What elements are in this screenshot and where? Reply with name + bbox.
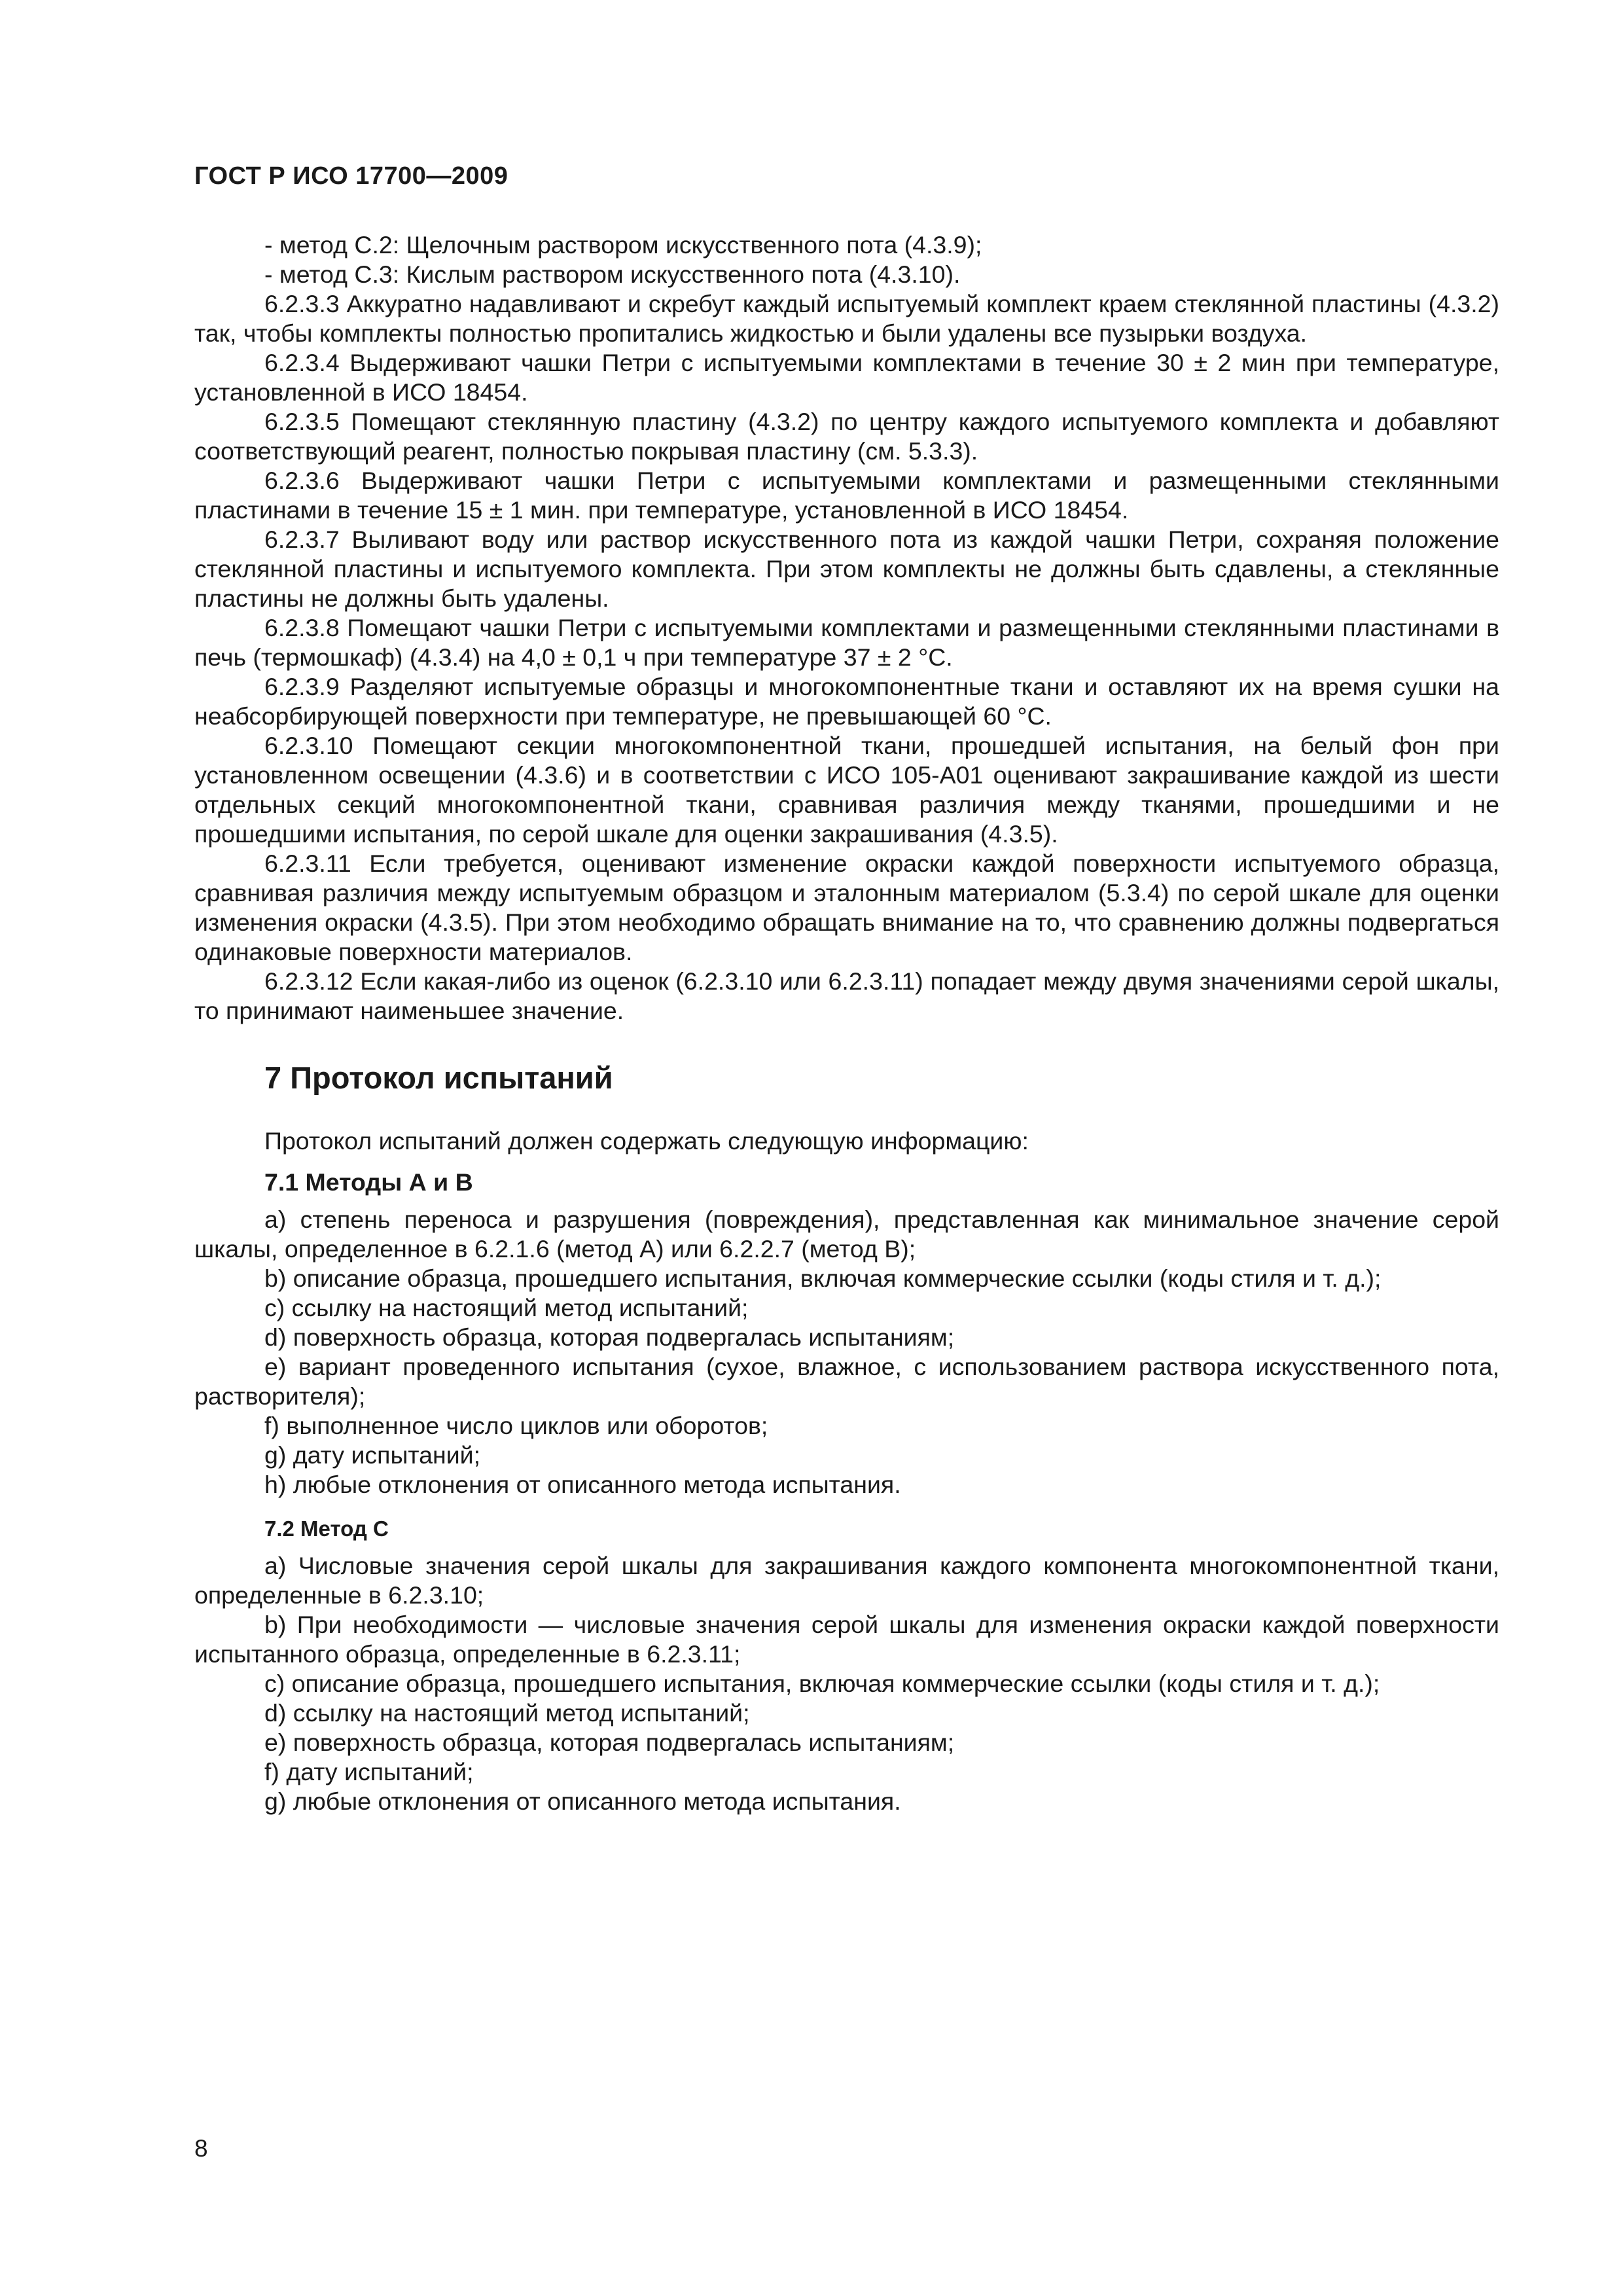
list-item: e) вариант проведенного испытания (сухое, влажное, с использованием раствора искусственного пота, растворителя); [194, 1353, 1499, 1410]
list-item: h) любые отклонения от описанного метода испытания. [264, 1471, 901, 1498]
paragraph: 6.2.3.6 Выдерживают чашки Петри с испытуемыми комплектами и размещенными стеклянными пластинами в течение 15 ± 1 мин. при температуре, установленной в ИСО 18454. [194, 467, 1499, 524]
paragraph: 6.2.3.4 Выдерживают чашки Петри с испытуемыми комплектами в течение 30 ± 2 мин при температуре, установленной в ИСО 18454. [194, 349, 1499, 406]
list-item: b) При необходимости — числовые значения серой шкалы для изменения окраски каждой поверхности испытанного образца, определенные в 6.2.3.11; [194, 1611, 1499, 1668]
list-item: d) ссылку на настоящий метод испытаний; [264, 1699, 750, 1727]
paragraph: 6.2.3.10 Помещают секции многокомпонентной ткани, прошедшей испытания, на белый фон при установленном освещении (4.3.6) и в соответствии с ИСО 105-А01 оценивают закрашивание каждой из шести отдельных секций многокомпонентной ткани, сравнивая различия между тканями, прошедшими и не прошедшими испытания, по серой шкале для оценки закрашивания (4.3.5). [194, 732, 1499, 848]
list-item: b) описание образца, прошедшего испытания, включая коммерческие ссылки (коды стиля и т. д.); [264, 1265, 1382, 1292]
list-item: а) Числовые значения серой шкалы для закрашивания каждого компонента многокомпонентной ткани, определенные в 6.2.3.10; [194, 1552, 1499, 1609]
paragraph: 6.2.3.11 Если требуется, оценивают изменение окраски каждой поверхности испытуемого образца, сравнивая различия между испытуемым образцом и эталонным материалом (5.3.4) по серой шкале для оценки изменения окраски (4.3.5). При этом необходимо обращать внимание на то, что сравнению должны подвергаться одинаковые поверхности материалов. [194, 850, 1499, 965]
page-number: 8 [194, 2135, 208, 2162]
list-item: g) любые отклонения от описанного метода испытания. [264, 1787, 901, 1815]
paragraph: 6.2.3.3 Аккуратно надавливают и скребут каждый испытуемый комплект краем стеклянной пластины (4.3.2) так, чтобы комплекты полностью пропитались жидкостью и были удалены все пузырьки воздуха. [194, 290, 1499, 347]
document-header: ГОСТ Р ИСО 17700—2009 [194, 162, 508, 190]
section-heading: 7 Протокол испытаний [264, 1060, 613, 1095]
list-item: d) поверхность образца, которая подвергалась испытаниям; [264, 1323, 955, 1351]
list-item: а) степень переноса и разрушения (повреждения), представленная как минимальное значение серой шкалы, определенное в 6.2.1.6 (метод А) или 6.2.2.7 (метод В); [194, 1206, 1499, 1263]
paragraph: - метод С.3: Кислым раствором искусственного пота (4.3.10). [264, 260, 961, 288]
list-item: c) ссылку на настоящий метод испытаний; [264, 1294, 749, 1321]
list-item: f) дату испытаний; [264, 1758, 474, 1785]
list-item: e) поверхность образца, которая подвергалась испытаниям; [264, 1729, 955, 1756]
paragraph: 6.2.3.9 Разделяют испытуемые образцы и многокомпонентные ткани и оставляют их на время сушки на неабсорбирующей поверхности при температуре, не превышающей 60 °С. [194, 673, 1499, 730]
list-item: g) дату испытаний; [264, 1441, 481, 1469]
paragraph: 6.2.3.12 Если какая-либо из оценок (6.2.3.10 или 6.2.3.11) попадает между двумя значениями серой шкалы, то принимают наименьшее значение. [194, 967, 1499, 1024]
paragraph: 6.2.3.5 Помещают стеклянную пластину (4.3.2) по центру каждого испытуемого комплекта и добавляют соответствующий реагент, полностью покрывая пластину (см. 5.3.3). [194, 408, 1499, 465]
section-intro: Протокол испытаний должен содержать следующую информацию: [264, 1127, 1029, 1155]
subsection-heading: 7.2 Метод С [264, 1516, 389, 1541]
subsection-heading: 7.1 Методы А и В [264, 1168, 473, 1196]
list-item: c) описание образца, прошедшего испытания, включая коммерческие ссылки (коды стиля и т. д.); [264, 1670, 1380, 1697]
paragraph: 6.2.3.7 Выливают воду или раствор искусственного пота из каждой чашки Петри, сохраняя положение стеклянной пластины и испытуемого комплекта. При этом комплекты не должны быть сдавлены, а стеклянные пластины не должны быть удалены. [194, 526, 1499, 612]
paragraph: - метод С.2: Щелочным раствором искусственного пота (4.3.9); [264, 231, 982, 259]
list-item: f) выполненное число циклов или оборотов; [264, 1412, 768, 1439]
document-body [194, 230, 1499, 1816]
paragraph: 6.2.3.8 Помещают чашки Петри с испытуемыми комплектами и размещенными стеклянными пластинами в печь (термошкаф) (4.3.4) на 4,0 ± 0,1 ч при температуре 37 ± 2 °С. [194, 614, 1499, 671]
